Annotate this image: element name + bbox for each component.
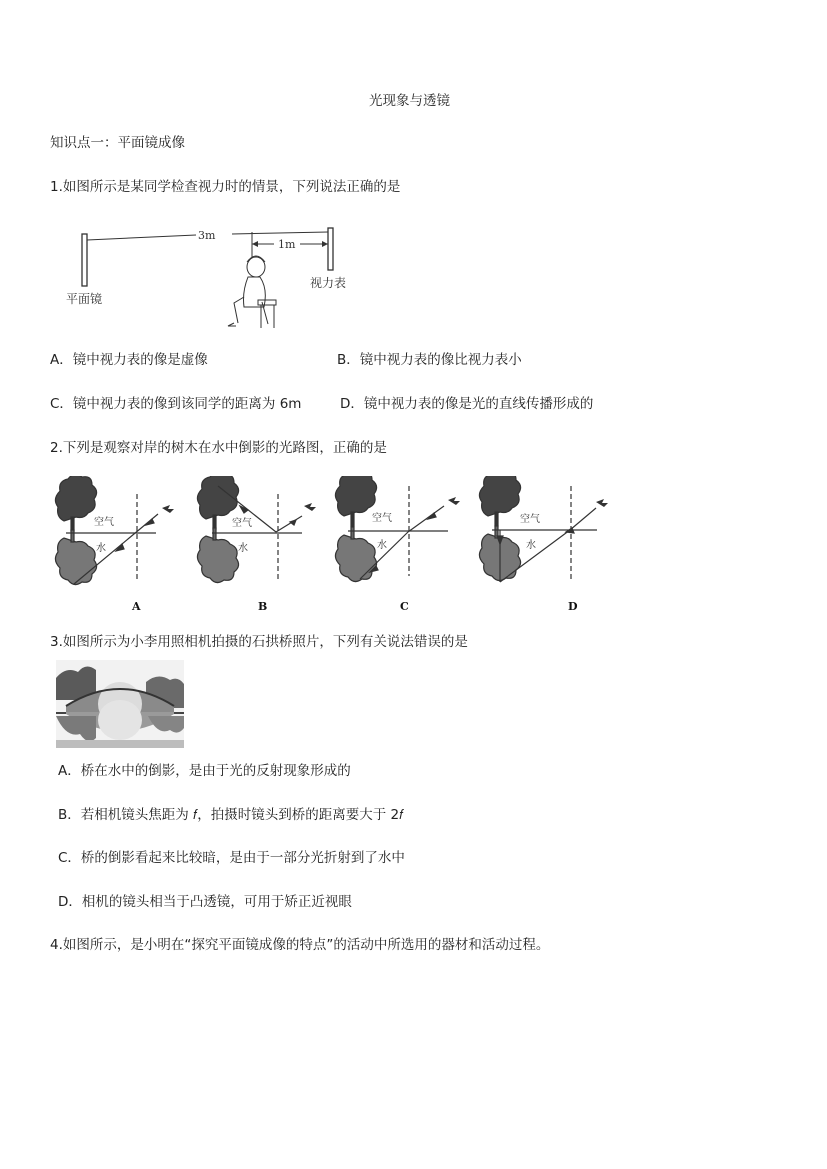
q1-option-a: A．镜中视力表的像是虚像 xyxy=(50,352,208,368)
q2-stem: 2.下列是观察对岸的树木在水中倒影的光路图，正确的是 xyxy=(50,440,387,456)
q3-stem: 3.如图所示为小李用照相机拍摄的石拱桥照片，下列有关说法错误的是 xyxy=(50,634,468,650)
label-d: D xyxy=(568,600,578,613)
label-air-d: 空气 xyxy=(520,514,540,525)
label-water-d: 水 xyxy=(526,540,536,551)
q3-option-d: D．相机的镜头相当于凸透镜，可用于矫正近视眼 xyxy=(58,894,352,910)
label-water-c: 水 xyxy=(377,540,387,551)
bridge-photo xyxy=(56,660,184,748)
panel-c xyxy=(335,476,448,582)
label-water-a: 水 xyxy=(96,543,106,554)
panel-b xyxy=(197,476,302,583)
label-air-c: 空气 xyxy=(372,513,392,524)
label-water-b: 水 xyxy=(238,543,248,554)
student-figure xyxy=(228,256,276,328)
q3-option-a: A．桥在水中的倒影，是由于光的反射现象形成的 xyxy=(58,763,351,779)
q1-option-d: D．镜中视力表的像是光的直线传播形成的 xyxy=(340,396,594,412)
label-a: A xyxy=(132,600,141,613)
label-chart: 视力表 xyxy=(310,276,347,290)
panel-a xyxy=(55,476,158,585)
q1-option-b: B．镜中视力表的像比视力表小 xyxy=(337,352,522,368)
label-3m: 3m xyxy=(198,229,216,242)
q1-figure xyxy=(56,222,376,337)
label-b: B xyxy=(258,600,268,613)
q2-figure xyxy=(52,476,622,616)
q1-option-c: C．镜中视力表的像到该同学的距离为 6m xyxy=(50,396,302,412)
q3-option-c: C．桥的倒影看起来比较暗，是由于一部分光折射到了水中 xyxy=(58,850,405,866)
label-air-a: 空气 xyxy=(94,517,114,528)
label-air-b: 空气 xyxy=(232,518,252,529)
label-c: C xyxy=(400,600,409,613)
label-1m: 1m xyxy=(278,238,296,251)
q3-option-b: B．若相机镜头焦距为 𝑓，拍摄时镜头到桥的距离要大于 2𝑓 xyxy=(58,807,404,823)
q1-stem: 1.如图所示是某同学检查视力时的情景，下列说法正确的是 xyxy=(50,179,401,195)
label-mirror: 平面镜 xyxy=(66,292,103,306)
page-title: 光现象与透镜 xyxy=(369,93,450,109)
mirror-bar xyxy=(82,234,87,286)
q4-stem: 4.如图所示，是小明在“探究平面镜成像的特点”的活动中所选用的器材和活动过程。 xyxy=(50,937,550,953)
section-heading: 知识点一：平面镜成像 xyxy=(50,135,185,151)
panel-d xyxy=(479,476,597,582)
chart-bar xyxy=(328,228,333,270)
